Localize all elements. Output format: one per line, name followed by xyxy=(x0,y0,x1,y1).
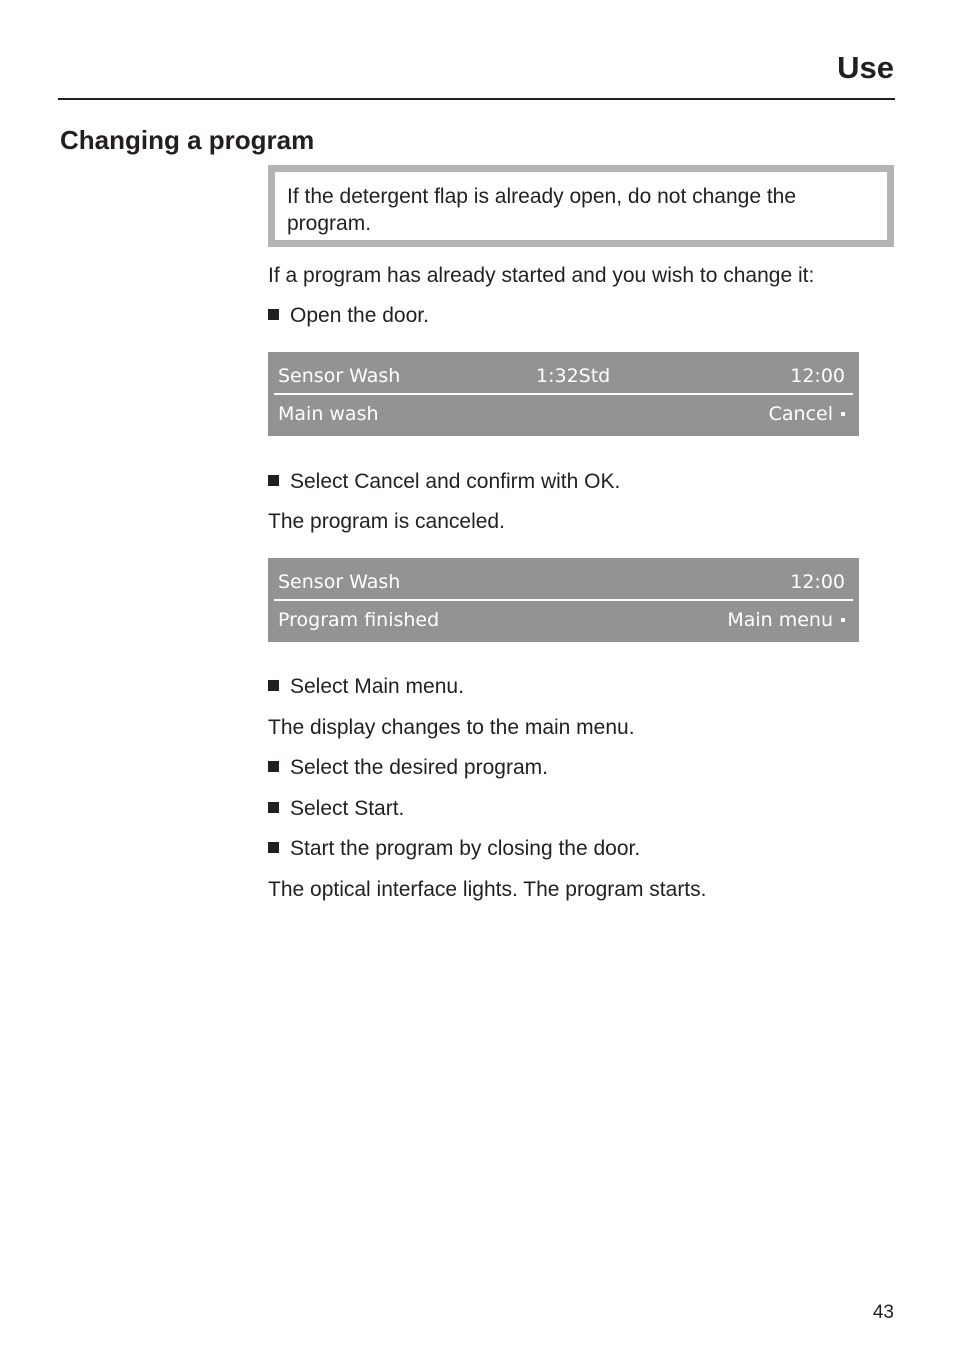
header-divider xyxy=(58,98,895,100)
bullet-square-icon xyxy=(268,680,279,691)
bullet-square-icon xyxy=(268,802,279,813)
display-running-bottom-row xyxy=(278,396,845,432)
display-main-menu-label: Main menu xyxy=(727,609,833,631)
bullet-square-icon xyxy=(268,842,279,853)
subsection-title: Changing a program xyxy=(60,125,315,155)
result-start-text: The optical interface lights. The program starts. xyxy=(268,878,707,901)
step-select-start-text: Select Start. xyxy=(290,797,405,820)
step-select-start xyxy=(268,796,404,822)
display-cancel-option xyxy=(769,396,845,432)
display-remaining-time: 1:32Std xyxy=(536,365,611,387)
page-number: 43 xyxy=(872,1302,894,1323)
display-main-menu-option xyxy=(727,602,845,638)
step-close-door-text: Start the program by closing the door. xyxy=(290,837,641,860)
display-phase: Main wash xyxy=(278,403,379,425)
step-select-cancel xyxy=(268,469,620,495)
step-close-door xyxy=(268,836,640,862)
warning-text: If the detergent flap is already open, do not change the program. xyxy=(287,185,797,235)
result-main-menu-text: The display changes to the main menu. xyxy=(268,716,635,739)
warning-box xyxy=(268,165,894,247)
step-open-door xyxy=(268,303,429,329)
result-canceled-text: The program is canceled. xyxy=(268,510,505,533)
display-status: Program finished xyxy=(278,609,440,631)
selection-dot-icon xyxy=(841,412,845,416)
display-divider xyxy=(274,599,853,601)
intro-text: If a program has already started and you wish to change it: xyxy=(268,264,815,287)
display-running-top-row xyxy=(278,358,845,394)
bullet-square-icon xyxy=(268,475,279,486)
step-open-door-text: Open the door. xyxy=(290,304,429,327)
display-finished xyxy=(268,558,859,642)
step-select-main-menu xyxy=(268,674,464,700)
display-finished-bottom-row xyxy=(278,602,845,638)
bullet-square-icon xyxy=(268,309,279,320)
step-select-program xyxy=(268,755,548,781)
display-finished-top-row xyxy=(278,564,845,600)
display-clock: 12:00 xyxy=(790,571,845,593)
section-title: Use xyxy=(837,50,894,85)
display-program-name: Sensor Wash xyxy=(278,365,401,387)
display-cancel-label: Cancel xyxy=(768,403,833,425)
step-select-main-menu-text: Select Main menu. xyxy=(290,675,464,698)
step-select-cancel-text: Select Cancel and confirm with OK. xyxy=(290,470,621,493)
display-running xyxy=(268,352,859,436)
display-clock: 12:00 xyxy=(790,365,845,387)
display-program-name: Sensor Wash xyxy=(278,571,401,593)
display-divider xyxy=(274,393,853,395)
bullet-square-icon xyxy=(268,761,279,772)
selection-dot-icon xyxy=(841,618,845,622)
step-select-program-text: Select the desired program. xyxy=(290,756,548,779)
